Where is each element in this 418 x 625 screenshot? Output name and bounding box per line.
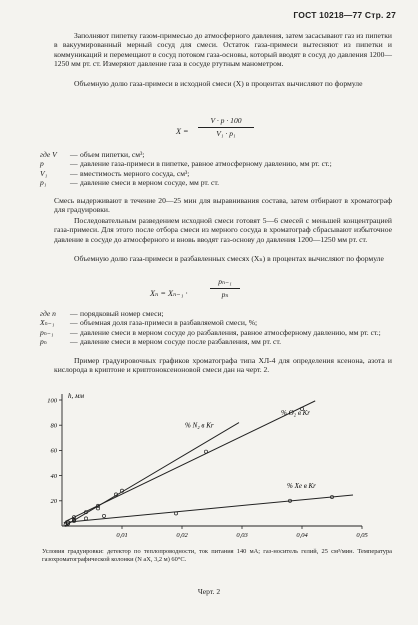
x-tick-label: 0,04 bbox=[296, 532, 308, 538]
data-point bbox=[84, 517, 87, 520]
y-tick-label: 60 bbox=[50, 447, 57, 455]
formula-2-lhs: Xₙ = Xₙ₋₁ · bbox=[150, 289, 188, 298]
paragraph-1: Заполняют пипетку газом-примесью до атмосферного давления, затем засасывают газ из пипетки в вакуумированный мерный сосуд для смеси. Остаток газа-примеси вытесняют из пипетки и коммуникаций и перемещают в сосуд потоком газа-основы, который вводят в сосуд до давления 1200—1250 мм рт. ст. Измеряют давление газа в сосуде ртутным манометром. bbox=[54, 31, 392, 69]
definition-row: где V — объем пипетки, см³; bbox=[40, 150, 145, 159]
data-point bbox=[102, 514, 105, 517]
series-label: % Xe в Кr bbox=[287, 482, 316, 491]
definition-row: где n — порядковый номер смеси; bbox=[40, 309, 164, 318]
formula-1-denominator: V₁ · p₁ bbox=[216, 129, 236, 138]
page-header: ГОСТ 10218—77 Стр. 27 bbox=[293, 10, 396, 20]
definitions-2 bbox=[40, 309, 392, 347]
definition-row: pₙ — давление смеси в мерном сосуде после разбавления, мм рт. ст. bbox=[40, 337, 282, 347]
x-tick-label: 0,01 bbox=[116, 532, 128, 538]
formula-2-bar bbox=[210, 288, 240, 289]
paragraph-4: Последовательным разведением исходной смеси готовят 5—6 смесей с меньшей концентрацией газа-примеси. Для этого после отбора смеси из мерного сосуда в хроматограф сбрасывают избыточное давление в сосуде до атмосферного и вновь вводят газ-основу до давления 1200—1250 мм рт. ст. bbox=[54, 216, 392, 244]
calibration-chart bbox=[40, 388, 380, 538]
chart-marks bbox=[64, 401, 353, 526]
definition-row: pₙ₋₁ — давление смеси в мерном сосуде до разбавления, равное атмосферному давлению, мм рт. ст.; bbox=[40, 327, 381, 337]
series-line bbox=[65, 423, 239, 526]
formula-2-numerator: pₙ₋₁ bbox=[218, 277, 232, 286]
formula-1-lhs: X = bbox=[176, 127, 189, 136]
paragraph-3: Смесь выдерживают в течение 20—25 мин для выравнивания состава, затем отбирают в хроматограф для градуировки. bbox=[54, 196, 392, 215]
x-tick-label: 0,05 bbox=[356, 532, 368, 538]
paragraph-6: Пример градуировочных графиков хроматографа типа ХЛ-4 для определения ксенона, азота и кислорода в криптоне и криптоноксеноновой смеси дан на черт. 2. bbox=[54, 356, 392, 375]
x-tick-label: 0,03 bbox=[236, 532, 248, 538]
formula-1-numerator: V · p · 100 bbox=[210, 116, 242, 125]
definition-row: p — давление газа-примеси в пипетке, равное атмосферному давлению, мм рт. ст.; bbox=[40, 159, 332, 169]
y-axis-label: h, мм bbox=[68, 392, 84, 400]
definition-row: p₁ — давление смеси в мерном сосуде, мм рт. ст. bbox=[40, 178, 219, 188]
figure-caption: Условия градуировки: детектор по теплопроводности, ток питания 140 мА; газ-носитель гелий, 25 см³/мин. Температура газохроматографической колонки (N аХ, 3,2 м) 60°С. bbox=[42, 548, 392, 563]
chart-axes bbox=[47, 392, 368, 538]
y-tick-label: 80 bbox=[50, 422, 57, 430]
y-tick-label: 20 bbox=[50, 498, 57, 506]
paragraph-2: Объемную долю газа-примеси в исходной смеси (X) в процентах вычисляют по формуле bbox=[74, 79, 363, 88]
y-tick-label: 100 bbox=[47, 397, 57, 405]
data-point bbox=[204, 450, 207, 453]
series-label: % N₂ в Кr bbox=[185, 421, 214, 430]
paragraph-5: Объемную долю газа-примеси в разбавленных смесях (Xₙ) в процентах вычисляют по формуле bbox=[74, 254, 384, 263]
figure-label: Черт. 2 bbox=[197, 587, 221, 596]
series-label: % O₂ в Кr bbox=[281, 409, 310, 418]
definitions-1 bbox=[40, 150, 392, 188]
series-line bbox=[64, 495, 353, 523]
y-tick-label: 40 bbox=[50, 472, 57, 480]
definition-row: Xₙ₋₁ — объемная доля газа-примеси в разбавляемой смеси, %; bbox=[40, 318, 258, 328]
formula-1-bar bbox=[198, 127, 254, 128]
formula-2-denominator: pₙ bbox=[221, 290, 229, 299]
definition-row: V₁ — вместимость мерного сосуда, см³; bbox=[40, 168, 190, 178]
x-tick-label: 0,02 bbox=[176, 532, 188, 538]
